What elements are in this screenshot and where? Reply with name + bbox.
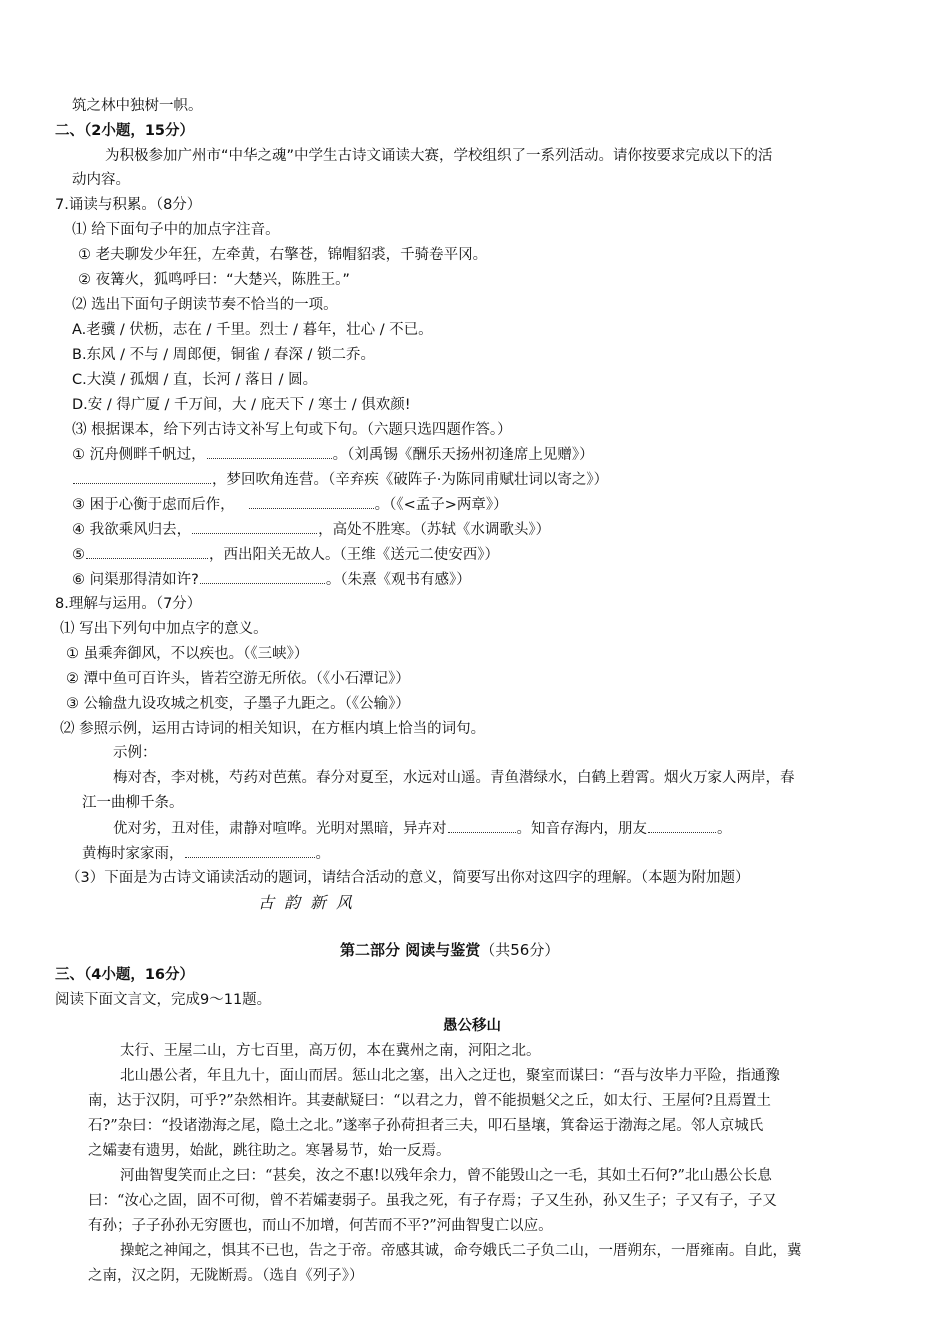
example-label: 示例： — [113, 745, 157, 761]
section-2-intro-line-2: 动内容。 — [72, 172, 130, 188]
q8-part-1-sentence-2: ② 潭中鱼可百许头，皆若空游无所依。（《小石潭记》） — [66, 671, 410, 687]
passage-line: 太行、王屋二山，方七百里，高万仞，本在冀州之南，河阳之北。 — [120, 1043, 541, 1059]
passage-line: 有孙；子子孙孙无穷匮也，而山不加增，何苦而不平?”河曲智叟亡以应。 — [88, 1218, 553, 1234]
passage-line: 南，达于汉阴，可乎?”杂然相许。其妻献疑曰：“以君之力，曾不能损魁父之丘，如太行、王屋何?且焉置土 — [88, 1093, 771, 1109]
inscription-text: 古韵新风 — [258, 893, 363, 912]
q7-fill-6: ⑥ 问渠那得清如许? 。（朱熹《观书有感》） — [72, 569, 471, 590]
answer-blank[interactable] — [192, 519, 317, 534]
q7-part-2: ⑵ 选出下面句子朗读节奏不恰当的一项。 — [72, 297, 338, 313]
q7-part-1-sentence-2: ② 夜篝火，狐鸣呼曰：“大楚兴，陈胜王。” — [78, 272, 350, 288]
passage-line: 河曲智叟笑而止之曰：“甚矣，汝之不惠!以残年余力，曾不能毁山之一毛，其如土石何?”北山愚公长息 — [120, 1168, 772, 1184]
q8-fill-line-1: 优对劣，丑对佳，肃静对喧哗。光明对黑暗，异卉对 。知音存海内，朋友 。 — [113, 818, 732, 839]
q8-part-3: （3）下面是为古诗文诵读活动的题词，请结合活动的意义，简要写出你对这四字的理解。（本题为附加题） — [66, 870, 750, 886]
question-7-title: 7.诵读与积累。（8分） — [55, 197, 202, 213]
answer-blank[interactable] — [86, 544, 208, 559]
q7-part-1: ⑴ 给下面句子中的加点字注音。 — [72, 222, 280, 238]
passage-line: 北山愚公者，年且九十，面山而居。惩山北之塞，出入之迂也，聚室而谋曰：“吾与汝毕力平险，指通豫 — [120, 1068, 780, 1084]
answer-blank[interactable] — [207, 444, 332, 459]
question-8-title: 8.理解与运用。（7分） — [55, 596, 202, 612]
q8-part-1: ⑴ 写出下列句中加点字的意义。 — [60, 621, 268, 637]
answer-blank[interactable] — [73, 469, 211, 484]
answer-blank[interactable] — [185, 843, 315, 858]
section-3-heading: 三、（4小题，16分） — [55, 967, 195, 983]
q7-fill-3: ③ 困于心衡于虑而后作， 。（《<孟子>两章》） — [72, 494, 508, 515]
part-2-title: 第二部分 阅读与鉴赏（共56分） — [340, 941, 560, 959]
q7-part-1-sentence-1: ① 老夫聊发少年狂，左牵黄，右擎苍，锦帽貂裘，千骑卷平冈。 — [78, 247, 488, 263]
passage-line: 石?”杂曰：“投诸渤海之尾，隐土之北。”遂率子孙荷担者三夫，叩石垦壤，箕畚运于渤海之尾。邻人京城氏 — [88, 1118, 764, 1134]
q8-part-1-sentence-3: ③ 公输盘九设攻城之机变，子墨子九距之。（《公输》） — [66, 696, 410, 712]
q7-fill-2: ，梦回吹角连营。（辛弃疾《破阵子·为陈同甫赋壮词以寄之》） — [72, 469, 608, 490]
answer-blank[interactable] — [448, 818, 516, 833]
passage-title: 愚公移山 — [443, 1018, 501, 1034]
q7-fill-1: ① 沉舟侧畔千帆过， 。（刘禹锡《酬乐天扬州初逢席上见赠》） — [72, 444, 594, 465]
example-line-1: 梅对杏，李对桃，芍药对芭蕉。春分对夏至，水远对山遥。青鱼潜绿水，白鹤上碧霄。烟火万家人两岸，春 — [113, 770, 795, 786]
q7-option-d: D.安 / 得广厦 / 千万间，大 / 庇天下 / 寒士 / 俱欢颜! — [72, 397, 411, 413]
section-2-heading: 二、（2小题，15分） — [55, 123, 195, 139]
section-2-intro-line-1: 为积极参加广州市“中华之魂”中学生古诗文诵读大赛，学校组织了一系列活动。请你按要求完成以下的活 — [105, 148, 773, 164]
answer-blank[interactable] — [249, 494, 374, 509]
q8-part-2: ⑵ 参照示例，运用古诗词的相关知识，在方框内填上恰当的词句。 — [60, 721, 486, 737]
previous-question-tail: 筑之林中独树一帜。 — [72, 98, 203, 114]
q8-fill-line-2: 黄梅时家家雨， 。 — [82, 843, 330, 864]
answer-blank[interactable] — [200, 569, 325, 584]
section-3-instruction: 阅读下面文言文，完成9～11题。 — [55, 992, 272, 1008]
q7-fill-5: ⑤ ，西出阳关无故人。（王维《送元二使安西》） — [72, 544, 499, 565]
passage-line: 曰：“汝心之固，固不可彻，曾不若孀妻弱子。虽我之死，有子存焉；子又生孙，孙又生子；子又有子，子又 — [88, 1193, 777, 1209]
answer-blank[interactable] — [648, 818, 716, 833]
q7-part-3: ⑶ 根据课本，给下列古诗文补写上句或下句。（六题只选四题作答。） — [72, 422, 512, 438]
q7-option-b: B.东风 / 不与 / 周郎便，铜雀 / 春深 / 锁二乔。 — [72, 347, 375, 363]
q8-part-1-sentence-1: ① 虽乘奔御风，不以疾也。（《三峡》） — [66, 646, 309, 662]
q7-option-c: C.大漠 / 孤烟 / 直，长河 / 落日 / 圆。 — [72, 372, 318, 388]
example-line-2: 江一曲柳千条。 — [82, 795, 184, 811]
passage-line: 之孀妻有遗男，始龀，跳往助之。寒暑易节，始一反焉。 — [88, 1143, 451, 1159]
passage-line: 操蛇之神闻之，惧其不已也，告之于帝。帝感其诚，命夸娥氏二子负二山，一厝朔东，一厝雍南。自此，冀 — [120, 1243, 802, 1259]
q7-option-a: A.老骥 / 伏枥，志在 / 千里。烈士 / 暮年，壮心 / 不已。 — [72, 322, 433, 338]
q7-fill-4: ④ 我欲乘风归去， ，高处不胜寒。（苏轼《水调歌头》） — [72, 519, 550, 540]
passage-line: 之南，汉之阴，无陇断焉。（选自《列子》） — [88, 1268, 364, 1284]
